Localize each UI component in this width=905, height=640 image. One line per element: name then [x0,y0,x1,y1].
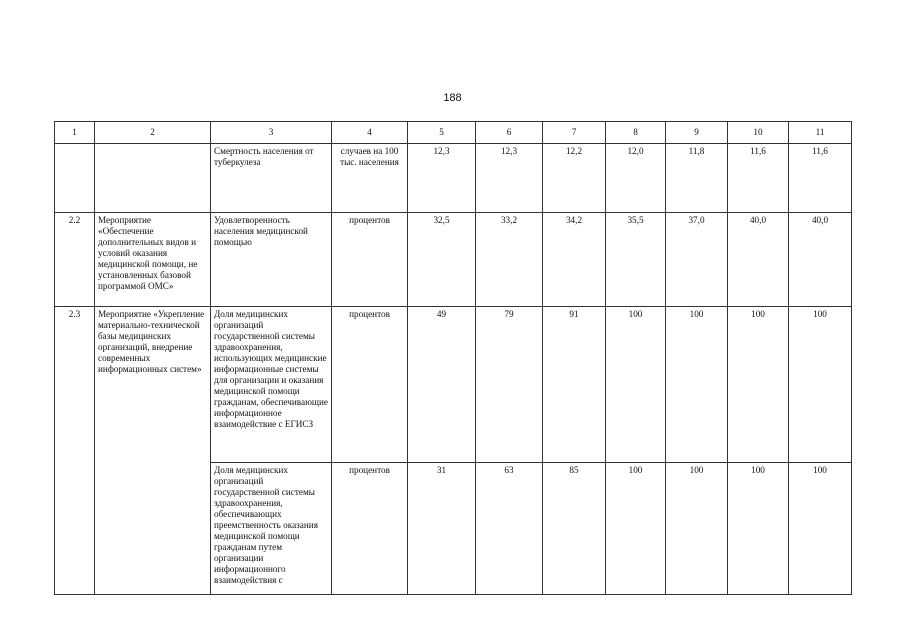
value-cell: 40,0 [728,213,789,307]
value-cell: 79 [476,307,543,463]
value-cell: 31 [408,463,476,595]
column-number-3: 3 [211,122,332,144]
column-number-10: 10 [728,122,789,144]
table-header-row [55,122,852,144]
value-cell: 100 [728,307,789,463]
value-cell: 12,0 [606,144,666,213]
table-row [55,144,852,213]
column-number-6: 6 [476,122,543,144]
value-cell: 12,2 [543,144,606,213]
value-cell: 33,2 [476,213,543,307]
value-cell: 37,0 [666,213,728,307]
indicator-name: Доля медицинских организаций государственной системы здравоохранения, использующих медицинские информационные системы для организации и оказания медицинской помощи гражданам, обеспечивающие информационное взаимодействие с ЕГИСЗ [211,307,332,463]
row-number [55,144,95,213]
indicator-name: Доля медицинских организаций государственной системы здравоохранения, обеспечивающих преемственность оказания медицинской помощи гражданам путем организации информационного взаимодействия с [211,463,332,595]
unit-cell: процентов [332,213,408,307]
column-number-2: 2 [95,122,211,144]
value-cell: 91 [543,307,606,463]
row-number: 2.3 [55,307,95,595]
table-row [55,307,852,463]
value-cell: 100 [606,307,666,463]
value-cell: 12,3 [476,144,543,213]
value-cell: 63 [476,463,543,595]
value-cell: 100 [666,307,728,463]
value-cell: 100 [789,307,852,463]
event-name [95,144,211,213]
column-number-8: 8 [606,122,666,144]
page-number: 188 [443,92,462,104]
column-number-4: 4 [332,122,408,144]
column-number-7: 7 [543,122,606,144]
value-cell: 11,6 [728,144,789,213]
value-cell: 11,8 [666,144,728,213]
event-name: Мероприятие «Укрепление материально-технической базы медицинских организаций, внедрение современных информационных систем» [95,307,211,595]
column-number-11: 11 [789,122,852,144]
column-number-5: 5 [408,122,476,144]
event-name: Мероприятие «Обеспечение дополнительных видов и условий оказания медицинской помощи, не установленных базовой программой ОМС» [95,213,211,307]
indicator-name: Удовлетворенность населения медицинской помощью [211,213,332,307]
column-number-1: 1 [55,122,95,144]
value-cell: 100 [789,463,852,595]
unit-cell: процентов [332,307,408,463]
value-cell: 12,3 [408,144,476,213]
unit-cell: случаев на 100 тыс. населения [332,144,408,213]
value-cell: 40,0 [789,213,852,307]
row-number: 2.2 [55,213,95,307]
value-cell: 100 [666,463,728,595]
program-indicators-table [54,121,852,595]
value-cell: 11,6 [789,144,852,213]
value-cell: 85 [543,463,606,595]
value-cell: 100 [606,463,666,595]
unit-cell: процентов [332,463,408,595]
column-number-9: 9 [666,122,728,144]
value-cell: 34,2 [543,213,606,307]
value-cell: 49 [408,307,476,463]
value-cell: 35,5 [606,213,666,307]
value-cell: 32,5 [408,213,476,307]
table-row [55,213,852,307]
value-cell: 100 [728,463,789,595]
indicator-name: Смертность населения от туберкулеза [211,144,332,213]
